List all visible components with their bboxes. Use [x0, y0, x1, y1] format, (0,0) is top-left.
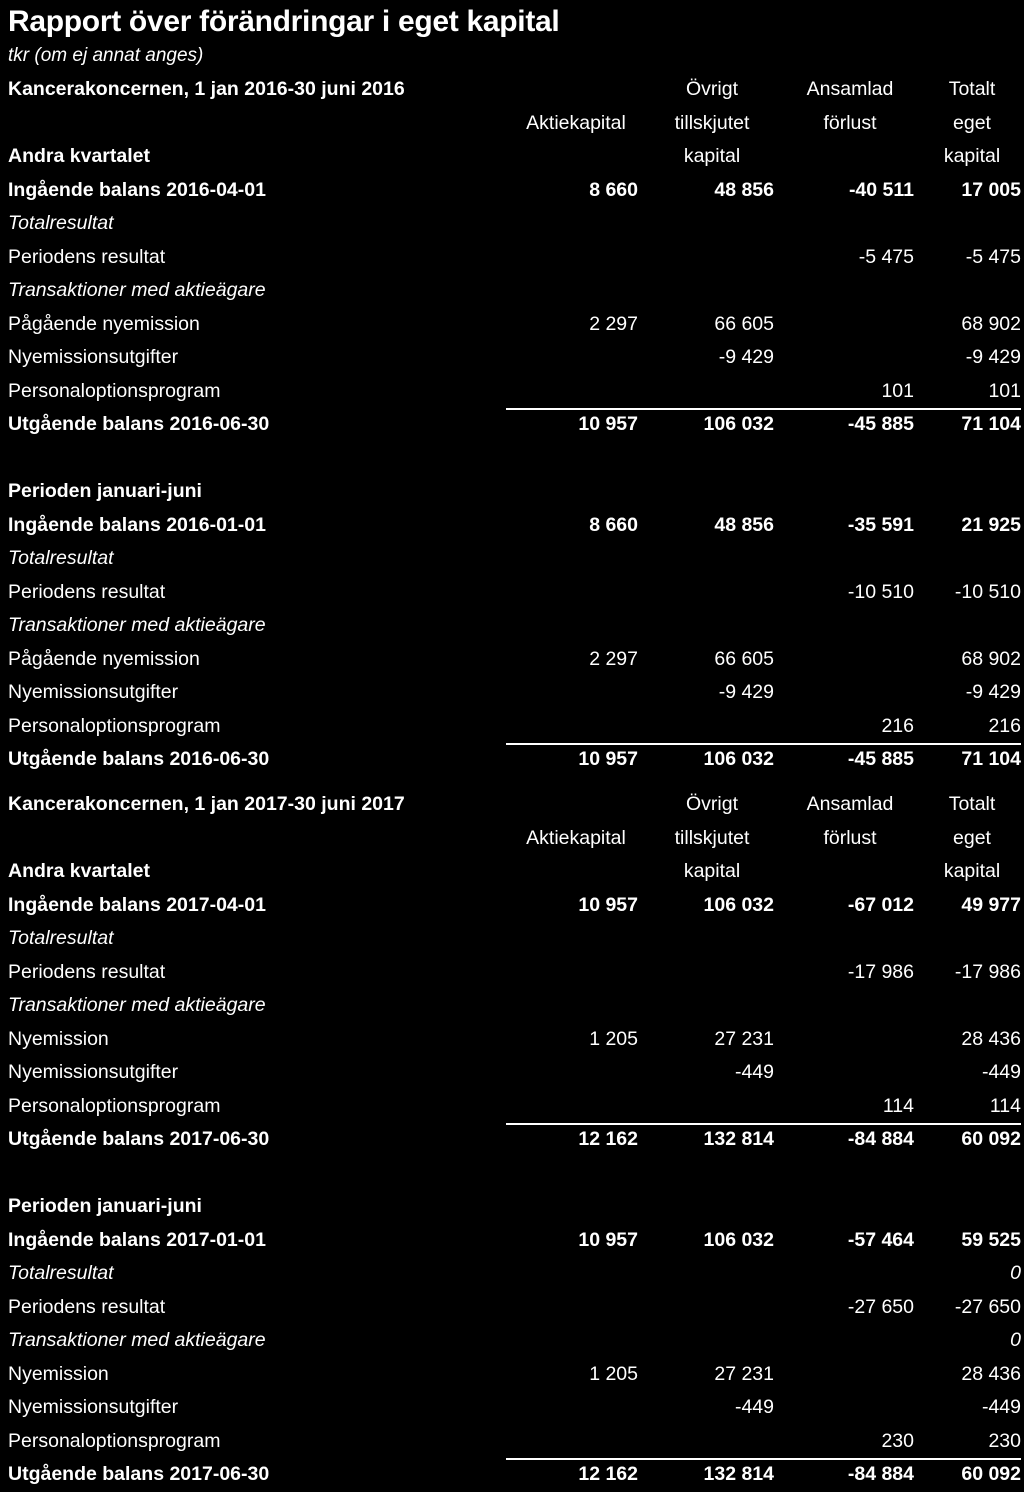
- row-label: Personaloptionsprogram: [8, 1429, 221, 1452]
- cell-value: 101: [881, 379, 914, 402]
- row-label: Nyemission: [8, 1362, 109, 1385]
- total-rule: [506, 408, 1021, 410]
- row-label: Utgående balans 2017-06-30: [8, 1128, 270, 1150]
- cell-value: 0: [1010, 1262, 1021, 1284]
- header-row: [0, 822, 1024, 856]
- table-row: [0, 274, 1024, 308]
- cell-value: -9 429: [718, 681, 774, 703]
- cell-value: 132 814: [703, 1128, 774, 1150]
- cell-value: 106 032: [703, 1228, 774, 1251]
- cell-value: 114: [989, 1094, 1021, 1117]
- cell-value: 28 436: [961, 1027, 1021, 1050]
- table-row: [0, 1224, 1024, 1258]
- header-row: [0, 788, 1024, 822]
- table-row: [0, 922, 1024, 956]
- total-rule: [506, 1458, 1021, 1460]
- cell-value: 12 162: [578, 1128, 638, 1150]
- row-label: Totalresultat: [8, 1262, 114, 1284]
- table-row: [0, 643, 1024, 677]
- cell-value: -84 884: [847, 1463, 914, 1485]
- cell-value: 10 957: [578, 748, 638, 770]
- cell-value: 230: [988, 1429, 1021, 1452]
- cell-value: 8 660: [589, 513, 638, 536]
- column-header: tillskjutet: [674, 826, 750, 849]
- row-label: Totalresultat: [8, 927, 114, 949]
- table-row: [0, 241, 1024, 275]
- period-label: Andra kvartalet: [8, 145, 150, 167]
- row-label: Personaloptionsprogram: [8, 379, 221, 402]
- cell-value: 21 925: [961, 513, 1021, 536]
- column-header: Ansamlad: [806, 793, 894, 815]
- table-row: [0, 1425, 1024, 1459]
- cell-value: 66 605: [714, 647, 774, 670]
- cell-value: 17 005: [961, 178, 1021, 201]
- header-row: [0, 107, 1024, 141]
- row-label: Ingående balans 2016-04-01: [8, 178, 266, 201]
- cell-value: -9 429: [718, 346, 774, 368]
- table-row: [0, 989, 1024, 1023]
- cell-value: -27 650: [954, 1295, 1021, 1318]
- cell-value: -449: [734, 1061, 774, 1083]
- cell-value: 27 231: [714, 1362, 774, 1385]
- section-heading: Kancerakoncernen, 1 jan 2017-30 juni 2017: [8, 793, 405, 815]
- row-label: Ingående balans 2017-04-01: [8, 893, 266, 916]
- table-row: [0, 1257, 1024, 1291]
- cell-value: -10 510: [954, 580, 1021, 603]
- cell-value: -10 510: [847, 580, 914, 603]
- row-label: Transaktioner med aktieägare: [8, 1329, 266, 1351]
- row-label: Utgående balans 2017-06-30: [8, 1463, 270, 1485]
- cell-value: -5 475: [858, 245, 914, 268]
- cell-value: 28 436: [961, 1362, 1021, 1385]
- cell-value: 60 092: [961, 1128, 1021, 1150]
- row-label: Pågående nyemission: [8, 312, 200, 335]
- row-label: Personaloptionsprogram: [8, 714, 221, 737]
- period-label: Perioden januari-juni: [8, 1195, 202, 1217]
- cell-value: 1 205: [589, 1027, 638, 1050]
- cell-value: 10 957: [578, 1228, 638, 1251]
- spacer-row: [0, 1157, 1024, 1191]
- table-row: [0, 1291, 1024, 1325]
- cell-value: -27 650: [847, 1295, 914, 1318]
- cell-value: -17 986: [954, 960, 1021, 983]
- column-header: Övrigt: [685, 78, 738, 100]
- column-header: förlust: [823, 826, 877, 849]
- table-row: [0, 542, 1024, 576]
- column-header: Totalt: [948, 78, 996, 100]
- table-row: [0, 207, 1024, 241]
- cell-value: 71 104: [961, 748, 1021, 770]
- row-label: Periodens resultat: [8, 245, 166, 268]
- row-label: Utgående balans 2016-06-30: [8, 748, 270, 770]
- cell-value: -45 885: [847, 413, 914, 435]
- total-rule: [506, 743, 1021, 745]
- equity-section: [0, 73, 1024, 777]
- table-row: [0, 710, 1024, 744]
- column-header: Ansamlad: [806, 78, 894, 100]
- period-label: Andra kvartalet: [8, 860, 150, 882]
- header-row: [0, 73, 1024, 107]
- period-label: Perioden januari-juni: [8, 480, 202, 502]
- cell-value: -9 429: [965, 681, 1021, 703]
- cell-value: 48 856: [714, 513, 774, 536]
- column-header: förlust: [823, 111, 877, 134]
- row-label: Totalresultat: [8, 212, 114, 234]
- cell-value: 10 957: [578, 413, 638, 435]
- column-header: kapital: [943, 145, 1001, 167]
- cell-value: 60 092: [961, 1463, 1021, 1485]
- row-label: Nyemissionsutgifter: [8, 681, 179, 703]
- cell-value: 12 162: [578, 1463, 638, 1485]
- table-row: [0, 1090, 1024, 1124]
- total-rule: [506, 1123, 1021, 1125]
- cell-value: 2 297: [589, 647, 638, 670]
- report-title: Rapport över förändringar i eget kapital: [8, 5, 560, 38]
- row-label: Nyemission: [8, 1027, 109, 1050]
- cell-value: 106 032: [703, 893, 774, 916]
- table-row: [0, 375, 1024, 409]
- cell-value: 48 856: [714, 178, 774, 201]
- column-header: Aktiekapital: [526, 826, 626, 849]
- cell-value: 106 032: [703, 413, 774, 435]
- column-header: kapital: [683, 145, 741, 167]
- row-label: Periodens resultat: [8, 580, 166, 603]
- table-row: [0, 1023, 1024, 1057]
- cell-value: 216: [988, 714, 1021, 737]
- cell-value: 68 902: [961, 312, 1021, 335]
- table-row: [0, 1324, 1024, 1358]
- cell-value: -35 591: [847, 513, 914, 536]
- row-label: Nyemissionsutgifter: [8, 1061, 179, 1083]
- cell-value: 59 525: [961, 1228, 1021, 1251]
- table-row: [0, 889, 1024, 923]
- cell-value: 49 977: [961, 893, 1021, 916]
- cell-value: 101: [988, 379, 1021, 402]
- table-row: [0, 1056, 1024, 1090]
- row-label: Totalresultat: [8, 547, 114, 569]
- row-label: Nyemissionsutgifter: [8, 1396, 179, 1418]
- column-header: Totalt: [948, 793, 996, 815]
- cell-value: 66 605: [714, 312, 774, 335]
- column-header: eget: [953, 826, 991, 849]
- closing-balance-row: [0, 408, 1024, 442]
- period-row: [0, 1190, 1024, 1224]
- table-row: [0, 1358, 1024, 1392]
- cell-value: 10 957: [578, 893, 638, 916]
- cell-value: 230: [881, 1429, 914, 1452]
- table-row: [0, 609, 1024, 643]
- table-row: [0, 1391, 1024, 1425]
- column-header: kapital: [943, 860, 1001, 882]
- cell-value: -449: [981, 1061, 1021, 1083]
- row-label: Utgående balans 2016-06-30: [8, 413, 270, 435]
- cell-value: -67 012: [847, 893, 914, 916]
- row-label: Pågående nyemission: [8, 647, 200, 670]
- cell-value: -84 884: [847, 1128, 914, 1150]
- column-header: Övrigt: [685, 793, 738, 815]
- cell-value: 1 205: [589, 1362, 638, 1385]
- cell-value: 8 660: [589, 178, 638, 201]
- cell-value: 0: [1010, 1329, 1021, 1351]
- table-row: [0, 174, 1024, 208]
- spacer-row: [0, 442, 1024, 476]
- table-row: [0, 509, 1024, 543]
- equity-section: [0, 788, 1024, 1492]
- row-label: Periodens resultat: [8, 1295, 166, 1318]
- section-heading: Kancerakoncernen, 1 jan 2016-30 juni 2016: [8, 78, 405, 100]
- cell-value: 216: [881, 714, 914, 737]
- period-row: [0, 475, 1024, 509]
- column-header: Aktiekapital: [526, 111, 626, 134]
- table-row: [0, 576, 1024, 610]
- cell-value: -57 464: [847, 1228, 914, 1251]
- cell-value: -5 475: [965, 245, 1021, 268]
- cell-value: -17 986: [847, 960, 914, 983]
- row-label: Ingående balans 2017-01-01: [8, 1228, 266, 1251]
- row-label: Personaloptionsprogram: [8, 1094, 221, 1117]
- cell-value: -40 511: [848, 178, 914, 201]
- report-subtitle: tkr (om ej annat anges): [8, 45, 204, 66]
- table-row: [0, 308, 1024, 342]
- column-header: eget: [953, 111, 991, 134]
- closing-balance-row: [0, 743, 1024, 777]
- table-row: [0, 676, 1024, 710]
- cell-value: -45 885: [847, 748, 914, 770]
- closing-balance-row: [0, 1123, 1024, 1157]
- row-label: Transaktioner med aktieägare: [8, 994, 266, 1016]
- row-label: Nyemissionsutgifter: [8, 346, 179, 368]
- table-row: [0, 956, 1024, 990]
- cell-value: 106 032: [703, 748, 774, 770]
- cell-value: 2 297: [589, 312, 638, 335]
- column-header: kapital: [683, 860, 741, 882]
- header-row: [0, 855, 1024, 889]
- cell-value: 132 814: [703, 1463, 774, 1485]
- cell-value: -449: [734, 1396, 774, 1418]
- table-row: [0, 341, 1024, 375]
- row-label: Periodens resultat: [8, 960, 166, 983]
- cell-value: -9 429: [965, 346, 1021, 368]
- row-label: Transaktioner med aktieägare: [8, 614, 266, 636]
- cell-value: 27 231: [714, 1027, 774, 1050]
- column-header: tillskjutet: [674, 111, 750, 134]
- header-row: [0, 140, 1024, 174]
- cell-value: -449: [981, 1396, 1021, 1418]
- cell-value: 68 902: [961, 647, 1021, 670]
- cell-value: 71 104: [961, 413, 1021, 435]
- row-label: Ingående balans 2016-01-01: [8, 513, 266, 536]
- cell-value: 114: [882, 1094, 914, 1117]
- row-label: Transaktioner med aktieägare: [8, 279, 266, 301]
